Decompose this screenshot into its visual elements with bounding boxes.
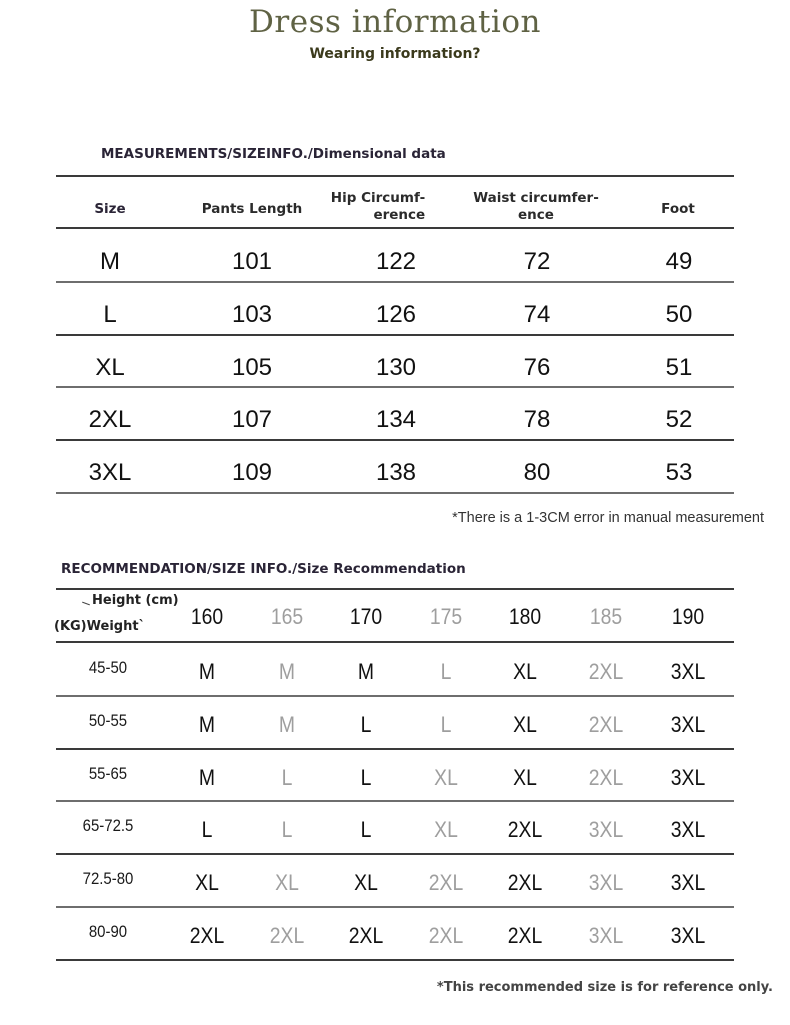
measurement-cell: 53 — [665, 459, 693, 487]
row-rule — [56, 439, 734, 441]
size-recommendation-cell: XL — [354, 870, 378, 896]
measurement-cell: 80 — [523, 459, 551, 487]
size-recommendation-cell: L — [281, 764, 293, 790]
measurement-cell: 122 — [375, 248, 417, 275]
recommendation-reference-note: *This recommended size is for reference only. — [436, 980, 773, 995]
size-recommendation-cell: 3XL — [670, 711, 706, 737]
measurement-cell: 130 — [375, 353, 417, 381]
row-rule — [56, 334, 734, 336]
size-cell: M — [100, 248, 120, 275]
size-recommendation-cell: XL — [434, 764, 458, 790]
height-header: 180 — [508, 604, 542, 629]
size-recommendation-cell: 3XL — [670, 659, 706, 684]
measurement-cell: 105 — [231, 353, 273, 381]
weight-range-cell: 80-90 — [88, 922, 128, 941]
col-header-waist-line1: Waist circumfer- — [473, 190, 599, 206]
corner-weight-text: (KG)Weight — [54, 619, 139, 634]
size-recommendation-cell: 2XL — [588, 764, 624, 790]
height-header: 165 — [270, 604, 304, 629]
size-recommendation-cell: XL — [513, 659, 537, 684]
row-rule — [56, 800, 734, 802]
size-recommendation-cell: 3XL — [670, 764, 706, 790]
size-cell: 3XL — [88, 459, 132, 487]
size-recommendation-cell: XL — [195, 870, 219, 896]
measurement-cell: 52 — [665, 406, 693, 434]
measurement-cell: 74 — [523, 300, 551, 328]
size-cell: XL — [95, 353, 125, 381]
page-title: Dress information — [249, 4, 541, 40]
size-recommendation-cell: 2XL — [588, 711, 624, 737]
measurement-cell: 51 — [665, 353, 693, 381]
size-recommendation-cell: XL — [275, 870, 299, 896]
col-header-waist-line2: ence — [518, 207, 554, 223]
size-recommendation-cell: 2XL — [507, 870, 543, 896]
size-cell: 2XL — [88, 406, 132, 434]
size-recommendation-cell: 3XL — [588, 870, 624, 896]
measurement-error-note: *There is a 1-3CM error in manual measurement — [452, 510, 764, 526]
measurement-cell: 49 — [665, 248, 693, 275]
size-recommendation-cell: M — [198, 659, 216, 684]
height-header: 185 — [589, 604, 623, 629]
size-recommendation-cell: XL — [513, 711, 537, 737]
col-header-size: Size — [94, 201, 126, 217]
measurement-cell: 134 — [375, 406, 417, 434]
measurement-cell: 138 — [375, 459, 417, 487]
measurement-cell: 72 — [523, 248, 551, 275]
size-recommendation-cell: 2XL — [348, 923, 384, 948]
height-header: 160 — [190, 604, 224, 629]
corner-height-label: Height (cm) — [92, 593, 179, 608]
size-recommendation-cell: M — [198, 711, 216, 737]
measurement-cell: 109 — [231, 459, 273, 487]
corner-weight-label — [54, 619, 145, 634]
size-recommendation-cell: M — [278, 711, 296, 737]
size-recommendation-cell: XL — [513, 764, 537, 790]
size-recommendation-cell: 2XL — [189, 923, 225, 948]
weight-range-cell: 65-72.5 — [82, 816, 134, 836]
size-recommendation-cell: 2XL — [428, 870, 464, 896]
table-header-rule — [56, 227, 734, 229]
table-top-rule — [56, 588, 734, 590]
weight-range-cell: 50-55 — [88, 710, 128, 730]
row-rule — [56, 906, 734, 908]
corner-header — [52, 593, 182, 638]
size-recommendation-cell: L — [360, 711, 372, 737]
size-recommendation-cell: 3XL — [670, 817, 706, 843]
table-top-rule — [56, 175, 734, 177]
size-recommendation-cell: XL — [434, 817, 458, 843]
size-recommendation-cell: L — [440, 711, 452, 737]
row-rule — [56, 281, 734, 283]
size-recommendation-cell: L — [360, 817, 372, 843]
measurement-cell: 107 — [231, 406, 273, 434]
page-subtitle: Wearing information? — [309, 46, 481, 62]
measurement-cell: 126 — [375, 300, 417, 328]
measurements-heading: MEASUREMENTS/SIZEINFO./Dimensional data — [101, 146, 446, 162]
recommendation-heading: RECOMMENDATION/SIZE INFO./Size Recommendation — [61, 561, 466, 577]
corner-tick — [82, 602, 90, 606]
col-header-hip-line2: erence — [373, 207, 426, 223]
corner-tilde: ˋ — [138, 619, 146, 634]
size-recommendation-cell: M — [357, 659, 375, 684]
size-recommendation-cell: 3XL — [588, 817, 624, 843]
measurement-cell: 76 — [523, 353, 551, 381]
measurement-cell: 101 — [231, 248, 273, 275]
size-recommendation-cell: M — [198, 764, 216, 790]
measurement-cell: 103 — [231, 300, 273, 328]
weight-range-cell: 72.5-80 — [82, 869, 134, 889]
weight-range-cell: 55-65 — [88, 763, 128, 783]
row-rule — [56, 386, 734, 388]
row-rule — [56, 959, 734, 961]
row-rule — [56, 695, 734, 697]
col-header-waist — [473, 190, 599, 224]
size-cell: L — [103, 300, 117, 328]
size-recommendation-cell: L — [360, 764, 372, 790]
height-header: 190 — [671, 604, 705, 629]
row-rule — [56, 853, 734, 855]
measurement-cell: 50 — [665, 300, 693, 328]
table-header-rule — [56, 641, 734, 643]
size-recommendation-cell: L — [281, 817, 293, 843]
size-recommendation-cell: 2XL — [269, 923, 305, 948]
size-recommendation-cell: M — [278, 659, 296, 684]
height-header: 175 — [429, 604, 463, 629]
size-recommendation-cell: 3XL — [670, 923, 706, 948]
row-rule — [56, 492, 734, 494]
col-header-pants-length: Pants Length — [201, 201, 303, 217]
size-recommendation-cell: 2XL — [507, 817, 543, 843]
col-header-hip — [331, 190, 425, 224]
col-header-hip-line1: Hip Circumf- — [330, 190, 426, 206]
size-recommendation-cell: 3XL — [588, 923, 624, 948]
size-recommendation-cell: 2XL — [507, 923, 543, 948]
size-recommendation-cell: 2XL — [428, 923, 464, 948]
size-recommendation-cell: 2XL — [588, 659, 624, 684]
size-recommendation-cell: L — [201, 817, 213, 843]
col-header-foot: Foot — [661, 201, 695, 217]
weight-range-cell: 45-50 — [88, 658, 128, 677]
size-recommendation-cell: 3XL — [670, 870, 706, 896]
measurement-cell: 78 — [523, 406, 551, 434]
height-header: 170 — [349, 604, 383, 629]
row-rule — [56, 748, 734, 750]
size-recommendation-cell: L — [440, 659, 452, 684]
